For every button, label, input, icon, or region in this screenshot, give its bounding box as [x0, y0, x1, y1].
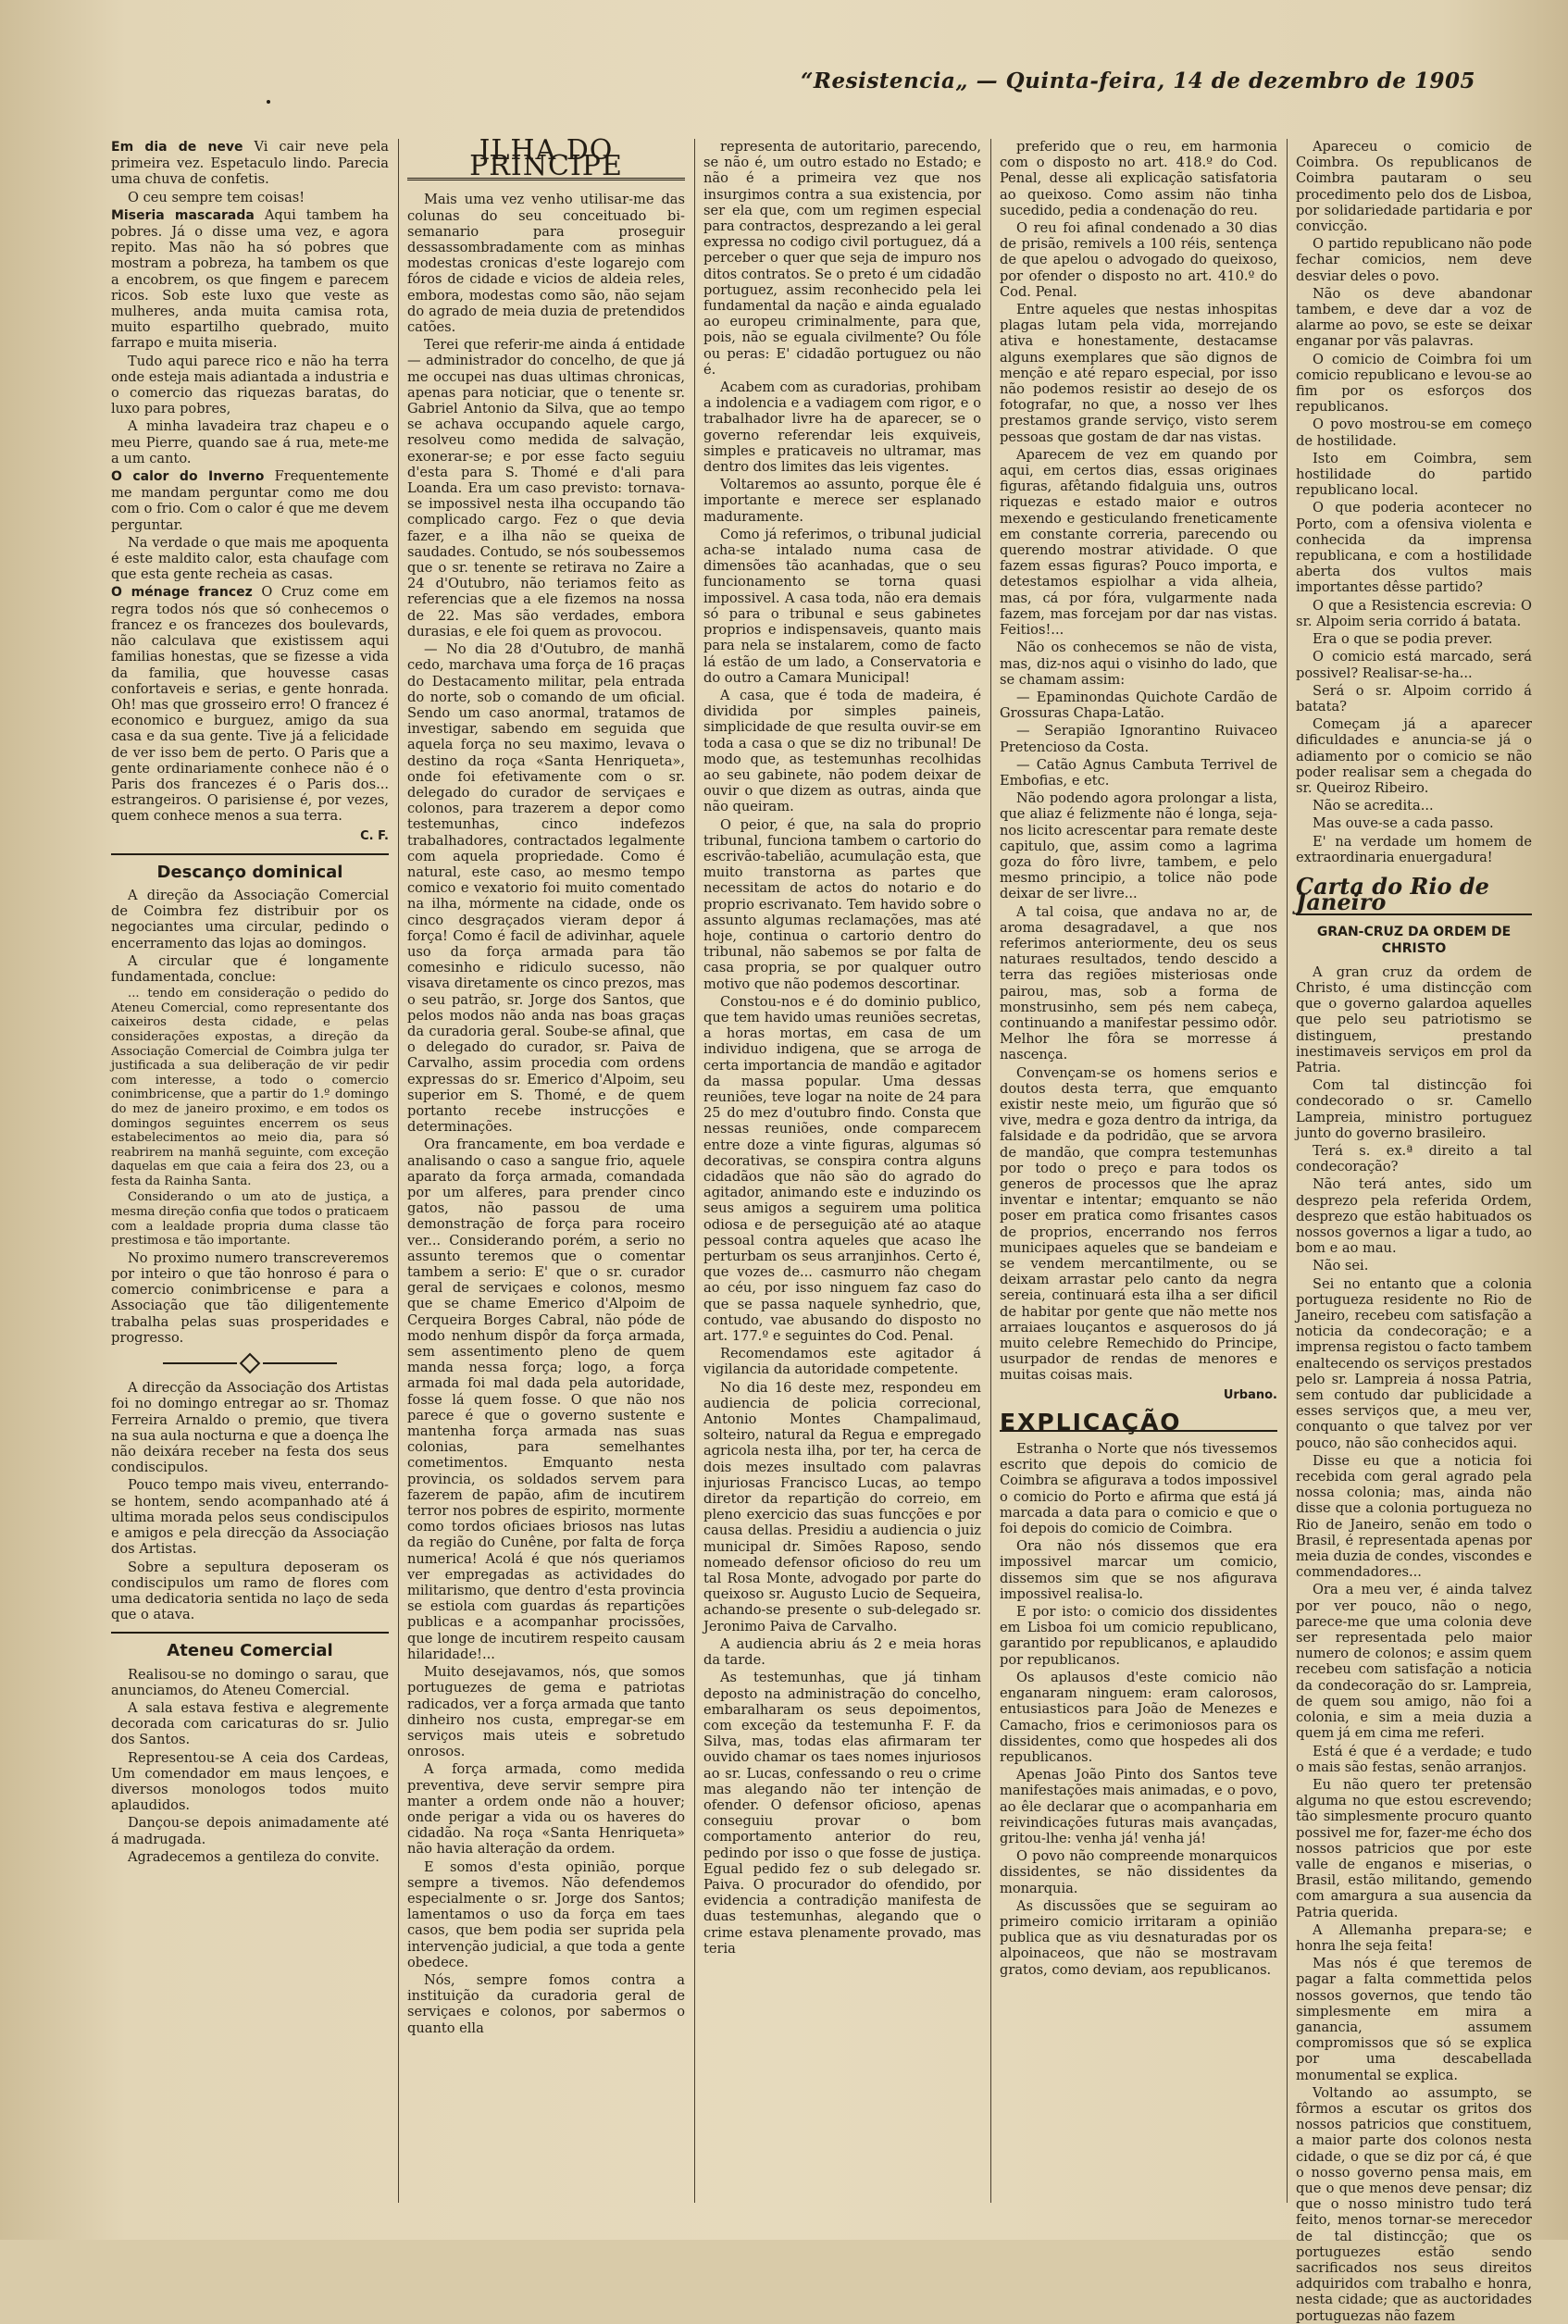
section-title: Ateneu Comercial [167, 1641, 333, 1661]
article-paragraph: Entre aqueles que nestas inhospitas plagas lutam pela vida, morrejando ativa e honestamente, destacamse alguns exemplares que são dignos de menção e até reparo especial, por isso não podemos resistir ao desejo de os fotografar, no que, a nosso ver lhes prestamos grande serviço, visto serem pessoas que gostam de dar nas vistas. [1000, 302, 1277, 445]
article-paragraph: Tudo aqui parece rico e não ha terra onde esteja mais adiantada a industria e o comercio das riquezas baratas, do luxo para pobres, [111, 353, 389, 417]
column-3 [703, 139, 981, 2203]
article-paragraph: Apareceu o comicio de Coimbra. Os republicanos de Coimbra pautaram o seu procedimento pelo dos de Lisboa, por solidariedade partidaria e por convicção. [1296, 139, 1532, 235]
article-paragraph: A gran cruz da ordem de Christo, é uma distincção com que o governo galardoa aquelles que pelo seu patriotismo se distinguem, prestando inestimaveis serviços em prol da Patria. [1296, 963, 1532, 1075]
runin-heading: O calor do Inverno [111, 469, 265, 485]
paragraph-text: Vi cair neve pela primeira vez. Espetaculo lindo. Parecia uma chuva de confetis. [111, 139, 390, 188]
signature: C. F. [360, 828, 389, 843]
article-paragraph: A direcção da Associação dos Artistas foi no domingo entregar ao sr. Thomaz Ferreira Arnaldo o premio, que tivera na sua aula nocturna e que a doença lhe não deixára receber na festa dos seus condiscipulos. [111, 1380, 389, 1476]
article-paragraph: Estranha o Norte que nós tivessemos escrito que depois do comicio de Coimbra se afigurava a todos impossivel o comicio do Porto e afirma que está já marcada a data para o comicio e que o foi depois do comicio de Coimbra. [1000, 1441, 1277, 1537]
article-paragraph: Não os conhecemos se não de vista, mas, diz-nos aqui o visinho do lado, que se chamam assim: [1000, 640, 1277, 688]
article-paragraph: Sobre a sepultura deposeram os condiscipulos um ramo de flores com uma dedicatoria sentida no laço de seda que o atava. [111, 1559, 389, 1623]
ornament-divider [111, 1355, 389, 1371]
article-paragraph: Pouco tempo mais viveu, enterrando-se hontem, sendo acompanhado até á ultima morada pelos seus condiscipulos e amigos e pela direcção da Associação dos Artistas. [111, 1477, 389, 1558]
article-paragraph: No dia 16 deste mez, respondeu em audiencia de policia correcional, Antonio Montes Champalimaud, solteiro, natural da Regua e empregado agricola nesta ilha, por ter, ha cerca de dois mezes insultado com palavras injuriosas Francisco Lucas, ao tempo diretor da repartição do correio, em pleno exercicio das suas funcções e por causa dellas. Presidiu a audiencia o juiz municipal dr. Simões Raposo, sendo nomeado defensor oficioso do reu um tal Rosa Monte, advogado por parte do queixoso sr. Augusto Lucio de Sequeira, achando-se presente o sub-delegado sr. Jeronimo Paiva de Carvalho. [703, 1379, 981, 1634]
article-paragraph: Eu não quero ter pretensão alguma no que estou escrevendo; tão simplesmente procuro quanto possivel me for, fazer-me écho dos nossos patricios que por este valle de enganos e miserias, o Brasil, estão militando, gemendo com amargura a sua ausencia da Patria querida. [1296, 1776, 1532, 1920]
article-paragraph: Terei que referir-me ainda á entidade — administrador do concelho, de que já me occupei nas duas ultimas chronicas, apenas para noticiar, que o tenente sr. Gabriel Antonio da Silva, que ao tempo se achava occupando aquele cargo, resolveu como medida de salvação, exonerar-se; e por esse facto seguiu d'esta para S. Thomé e d'ali para Loanda. Era um caso previsto: tornava-se impossivel nesta ilha occupando tão complicado cargo. Fez o que devia fazer, e a ilha não se queixa de saudades. Contudo, se nós soubessemos que o sr. tenente se retirava no Zaire a 24 d'Outubro, não teriamos feito as referencias que a ele fizemos na nossa de 22. Mas são verdades, embora durasias, e ele foi quem as provocou. [407, 337, 685, 640]
column-4 [1000, 139, 1277, 2203]
article-paragraph: Constou-nos e é do dominio publico, que tem havido umas reuniões secretas, a horas mortas, em casa de um individuo indigena, que se arroga de certa importancia de mandão e agitador da massa popular. Uma dessas reuniões, teve logar na noite de 24 para 25 do mez d'outubro findo. Consta que nessas reuniões, onde comparecem entre doze a vinte figuras, algumas só decorativas, se conspira contra alguns cidadãos que não são do agrado do agitador, animando este e induzindo os seus amigos a seguirem uma politica odiosa e de perseguição até ao ataque pessoal contra aqueles que acaso lhe perturbam os seus arranjinhos. Certo é, que vozes de... casmurro não chegam ao céu, por isso ninguem faz caso do que se passa naquele synhedrio, que, contudo, vae abusando do disposto no art. 177.º e seguintes do Cod. Penal. [703, 993, 981, 1345]
column-rule [398, 139, 399, 2203]
article-paragraph: Não podendo agora prolongar a lista, que aliaz é felizmente não é longa, seja-nos licito acrescentar para remate deste capitulo, que, assim como a lagrima goza do fôro livre, tambem, e pelo mesmo principio, a tolice não pode deixar de ser livre... [1000, 790, 1277, 902]
article-paragraph: E por isto: o comicio dos dissidentes em Lisboa foi um comicio republicano, garantido por republicanos, e aplaudido por republicanos. [1000, 1604, 1277, 1668]
article-paragraph: A circular que é longamente fundamentada, conclue: [111, 952, 389, 985]
article-paragraph: A Allemanha prepara-se; e honra lhe seja feita! [1296, 1921, 1532, 1954]
runin-heading: O ménage francez [111, 585, 253, 601]
article-paragraph: A minha lavadeira traz chapeu e o meu Pierre, quando sae á rua, mete-me a um canto. [111, 418, 389, 466]
article-paragraph: Será o sr. Alpoim corrido á batata? [1296, 682, 1532, 715]
article-paragraph: E' na verdade um homem de extraordinaria enuergadura! [1296, 833, 1532, 865]
article-paragraph: Nós, sempre fomos contra a instituição da curadoria geral de serviçaes e colonos, por sabermos o quanto ella [407, 1971, 685, 2036]
article-paragraph: Recomendamos este agitador á vigilancia da autoridade competente. [703, 1346, 981, 1378]
runin-heading: Miseria mascarada [111, 207, 255, 223]
article-paragraph: Não os deve abandonar tambem, e deve dar a voz de alarme ao povo, se este se deixar enganar por vãs palavras. [1296, 285, 1532, 350]
article-paragraph: Representou-se A ceia dos Cardeas, Um comendador em maus lençoes, e diversos monologos todos muito aplaudidos. [111, 1749, 389, 1814]
signature: Urbano. [1223, 1387, 1277, 1402]
article-paragraph: O comicio está marcado, será possivel? Realisar-se-ha... [1296, 649, 1532, 681]
article-paragraph: A força armada, como medida preventiva, deve servir sempre pira manter a ordem onde não a houver; onde perigar a vida ou os haveres do cidadão. Na roça «Santa Henriqueta» não havia alteração da ordem. [407, 1761, 685, 1858]
article-paragraph [111, 207, 389, 352]
divider [111, 853, 389, 855]
column-2 [407, 134, 685, 2203]
article-paragraph: A tal coisa, que andava no ar, de aroma desagradavel, a que nos referimos anteriormente, deu os seus naturaes resultados, tendo descido a terra das regiões misteriosas onde pairou, mas, sob a forma de monstrusinho, sem pés nem cabeça, continuando a manifestar pessimo odôr. Melhor lhe fôra se morresse á nascença. [1000, 903, 1277, 1063]
article-paragraph: representa de autoritario, parecendo, se não é, um outro estado no Estado; e não é a primeira vez que nos insurgimos contra a sua existencia, por ser ela que, com um regimen especial para contractos, desprezando a lei geral expressa no codigo civil portuguez, dá a perceber o quer que seja de impuro nos ditos contratos. Se o preto é um cidadão portuguez, assim reconhecido pela lei fundamental da nação e ainda egualado ao europeu criminalmente, para que, pois, não se eguala civilmente? Ou fóle ou peras: E' cidadão portuguez ou não é. [703, 139, 981, 378]
article-paragraph: O que a Resistencia escrevia: O sr. Alpoim seria corrido á batata. [1296, 597, 1532, 629]
article-paragraph: Ora não nós dissemos que era impossivel marcar um comicio, dissemos sim que se nos afigurava impossivel realisa-lo. [1000, 1538, 1277, 1602]
article-paragraph: Acabem com as curadorias, prohibam a indolencia e a vadiagem com rigor, e o trabalhador livre ha de aparecer, se o governo referendar leis exquiveis, simples e praticaveis no ultramar, mas dentro dos limites das leis vigentes. [703, 379, 981, 476]
column-rule [1287, 139, 1288, 2203]
section-title: Carta do Rio de Janeiro [1296, 878, 1532, 915]
article-paragraph: Isto em Coimbra, sem hostilidade do partido republicano local. [1296, 450, 1532, 499]
paragraph-text: Frequentemente me mandam perguntar como me dou com o frio. Com o calor é que me devem perguntar. [111, 468, 389, 533]
article-paragraph: A audiencia abriu ás 2 e meia horas da tarde. [703, 1635, 981, 1669]
article-paragraph: Está é que é a verdade; e tudo o mais são festas, senão arranjos. [1296, 1743, 1532, 1775]
article-paragraph: Como já referimos, o tribunal judicial acha-se intalado numa casa de dimensões tão acanhadas, que o seu funcionamento se torna quasi impossivel. A casa toda, não era demais só para o tribunal e seus gabinetes proprios e indispensaveis, quanto mais para nela se instalarem, como de facto lá estão de um lado, a Conservatoria e do outro a Camara Municipal! [703, 526, 981, 686]
list-item: — Serapião Ignorantino Ruivaceo Pretencioso da Costa. [1000, 723, 1277, 755]
article-paragraph: As testemunhas, que já tinham deposto na administração do concelho, embaralharam os seus depoimentos, com exceção da testemunha F. F. da Silva, mas, todas elas afirmaram ter ouvido chamar os taes nomes injuriosos ao sr. Lucas, confessando o reu o crime mas alegando não ter intenção de ofender. O defensor oficioso, apenas conseguiu provar o bom comportamento anterior do reu, pedindo por isso o que fosse de justiça. Egual pedido fez o sub delegado sr. Paiva. O procurador do ofendido, por evidencia a contradição manifesta de duas testemunhas, alegando que o crime estava plenamente provado, mas teria [703, 1670, 981, 1957]
article-paragraph: Os aplausos d'este comicio não enganaram ninguem: eram calorosos, entusiasticos para João de Menezes e Camacho, frios e cerimoniosos para os dissidentes, como que hospedes ali dos republicanos. [1000, 1669, 1277, 1765]
article-paragraph: O partido republicano não pode fechar comicios, nem deve desviar deles o povo. [1296, 236, 1532, 284]
article-paragraph: Ora francamente, em boa verdade e analisando o caso a sangue frio, aquele aparato da força armada, comandada por um alferes, para prender cinco gatos, não passou de uma demonstração de força para roceiro ver... Considerando porém, a serio no assunto teremos que o comentar tambem a serio: E' que o sr. curador geral de serviçaes e colonos, mesmo que se chame Emerico d'Alpoim de Cerqueira Borges Cabral, não póde de modo nenhum dispôr da força armada, sem assentimento pleno de quem manda nessa força; logo, a força armada foi mal dada pela autoridade, fosse lá quem fosse. O que não nos parece é que o governo sustente e mantenha força armada nas suas colonias, para semelhantes cometimentos. Emquanto nesta provincia, os soldados servem para fazerem de papão, afim de incutirem terror nos pobres de espirito, mormente como tordos oficiaes briosos nas lutas da região do Cunêne, por falta de força numerica! Acolá é que nós queriamos ver empregadas as actividades do militarismo, que dentro d'esta provincia se estiola com guardas ás repartições publicas e a acompanhar procissões, que longe de incutirem respeito causam hilaridade!... [407, 1137, 685, 1662]
article-paragraph: O peior, é que, na sala do proprio tribunal, funciona tambem o cartorio do escrivão-tabelião, acumulação esta, que muito transtorna as partes que necessitam de actos do notario e do proprio escrivanato. Tem havido sobre o assunto algumas reclamações, mas até hoje, continua o cartorio dentro do tribunal, não sabemos se por falta de casa propria, se por qualquer outro motivo que não podemos descortinar. [703, 816, 981, 992]
article-paragraph: Com tal distincção foi condecorado o sr. Camello Lampreia, ministro portuguez junto do governo brasileiro. [1296, 1077, 1532, 1141]
paragraph-text: Aqui tambem ha pobres. Já o disse uma vez, e agora repito. Mas não ha só pobres que mostram a pobreza, ha tambem os que a encobrem, os que fingem e parecem ricos. Sob este luxo que veste as mulheres, anda muita camisa rota, muito espartilho quebrado, muito farrapo e muita miseria. [111, 206, 389, 352]
article-paragraph: As discussões que se seguiram ao primeiro comicio irritaram a opinião publica que as viu desnaturadas por os alpoinaceos, que não se mostravam gratos, como deviam, aos republicanos. [1000, 1897, 1277, 1978]
list-item: — Epaminondas Quichote Cardão de Grossuras Chapa-Latão. [1000, 689, 1277, 722]
article-paragraph: O povo não compreende monarquicos dissidentes, se não dissidentes da monarquia. [1000, 1848, 1277, 1896]
article-paragraph: Terá s. ex.ª direito a tal condecoração? [1296, 1142, 1532, 1175]
article-paragraph: O ceu sempre tem coisas! [128, 189, 305, 205]
section-title: EXPLICAÇÃO [1000, 1414, 1277, 1432]
article-paragraph: Na verdade o que mais me apoquenta é este maldito calor, esta chaufage com que esta gente recheia as casas. [111, 534, 389, 583]
article-paragraph: Realisou-se no domingo o sarau, que anunciamos, do Ateneu Comercial. [111, 1666, 389, 1698]
column-5 [1296, 139, 1532, 2324]
article-paragraph: Mas ouve-se a cada passo. [1313, 815, 1494, 832]
running-head: “Resistencia„ — Quinta-feira, 14 de dezembro de 1905 [801, 68, 1475, 93]
runin-heading: Em dia de neve [111, 140, 243, 155]
article-paragraph: Não terá antes, sido um desprezo pela referida Ordem, desprezo que estão habituados os nossos governos a ligar a tudo, ao bom e ao mau. [1296, 1176, 1532, 1257]
article-paragraph: Sei no entanto que a colonia portugueza residente no Rio de Janeiro, recebeu com satisfação a noticia da condecoração; e a imprensa registou o facto tambem enaltecendo os serviços prestados pelo sr. Lampreia á nossa Patria, sem contudo dar publicidade a esses serviços que, a meu ver, conquanto o que talvez por ver pouco, não são conhecidos aqui. [1296, 1275, 1532, 1451]
quoted-paragraph: Considerando o um ato de justiça, a mesma direção confia que todos o praticaem com a lealdade propria duma classe tão prestimosa e tão importante. [111, 1190, 389, 1249]
article-paragraph: Disse eu que a noticia foi recebida com geral agrado pela nossa colonia; mas, ainda não disse que a colonia portugueza no Rio de Janeiro, senão em todo o Brasil, é representada apenas por meia duzia de condes, viscondes e commendadores... [1296, 1452, 1532, 1581]
ink-dot [267, 100, 270, 104]
quoted-paragraph: ... tendo em consideração o pedido do Ateneu Comercial, como representante dos caixeiros desta cidade, e pelas considerações expostas, a direção da Associação Comercial de Coimbra julga ter justificada a sua deliberação de vir pedir com interesse, a todo o comercio conimbricense, que a partir do 1.º domingo do mez de janeiro proximo, e em todos os domingos seguintes encerrem os seus estabelecimentos ao meio dia, para só reabrirem na manhã seguinte, com exceção daquelas em que caia a feira dos 23, ou a festa da Rainha Santa. [111, 987, 389, 1188]
article-paragraph: Voltando ao assumpto, se fôrmos a escutar os gritos dos nossos patricios que constituem, a maior parte dos colonos nesta cidade, o que se diz por cá, é que o nosso governo pensa mais, em que o que menos deve pensar; diz que o nosso ministro tudo terá feito, menos tornar-se merecedor de tal distincção; que os portuguezes estão sendo sacrificados nos seus direitos adquiridos com trabalho e honra, nesta cidade; que as auctoridades portuguezas não fazem [1296, 2084, 1532, 2324]
subheading: GRAN-CRUZ DA ORDEM DE CHRISTO [1316, 925, 1512, 956]
column-1 [111, 139, 389, 2203]
article-paragraph: Ora a meu ver, é ainda talvez por ver pouco, não o nego, parece-me que uma colonia deve ser representada pelo maior numero de colonos; e assim quem recebeu com satisfação a noticia da condecoração do sr. Lampreia, de quem sou amigo, não foi a colonia, e sim a meia duzia a quem já em cima me referi. [1296, 1582, 1532, 1742]
article-paragraph: E somos d'esta opinião, porque sempre a tivemos. Não defendemos especialmente o sr. Jorge dos Santos; lamentamos o uso da força em taes casos, que bem podia ser suprida pela intervenção judicial, a que toda a gente obedece. [407, 1858, 685, 1970]
article-paragraph: No proximo numero transcreveremos por inteiro o que tão honroso é para o comercio conimbricense e para a Associação que tão diligentemente trabalha pelas suas prosperidades e progresso. [111, 1249, 389, 1346]
column-rule [694, 139, 695, 2203]
article-paragraph: A direção da Associação Comercial de Coimbra fez distribuir por os negociantes uma circular, pedindo o encerramento das lojas ao domingos. [111, 887, 389, 951]
article-paragraph: Dançou-se depois animadamente até á madrugada. [111, 1815, 389, 1847]
divider [111, 1632, 389, 1634]
article-paragraph: Começam já a aparecer dificuldades e anuncia-se já o adiamento por o comicio se não poder realisar sem a chegada do sr. Queiroz Ribeiro. [1296, 716, 1532, 796]
article-paragraph: Era o que se podia prever. [1313, 631, 1493, 648]
article-paragraph [111, 584, 389, 824]
columns [111, 134, 1537, 2324]
article-paragraph: — No dia 28 d'Outubro, de manhã cedo, marchava uma força de 16 praças do Destacamento militar, pela entrada do norte, sob o comando de um oficial. Sendo um caso anormal, tratamos de investigar, sabendo em seguida que aquela força no seu maximo, levava o destino da roça «Santa Henriqueta», onde foi efetivamente com o sr. delegado do curador de serviçaes e colonos, para trazerem a depor como testemunhas, cinco indefezos trabalhadores, contractados legalmente com aquela propriedade. Como é natural, este caso, ao mesmo tempo comico e vexatorio foi muito comentado na ilha, mórmente na cidade, onde os cinco desgraçados vieram depor á força! Como é facil de adivinhar, aquele uso da força armada para tão comesinho e ridiculo sucesso, não visava diretamente os cinco prezos, mas o seu patrão, sr. Jorge dos Santos, que pelos modos não anda nas boas graças da curadoria geral. Soube-se afinal, que o delegado do curador, sr. Paiva de Carvalho, assim procedia com ordens expressas do sr. Emerico d'Alpoim, seu superior em S. Thomé, e de quem portanto recebe instrucções e determinações. [407, 641, 685, 1136]
article-paragraph: Mas nós é que teremos de pagar a falta commettida pelos nossos governos, que tendo tão simplesmente em mira a ganancia, assumem compromissos que só se explica por uma descabellada monumental se explica. [1296, 1956, 1532, 2083]
article-paragraph: O reu foi afinal condenado a 30 dias de prisão, remivels a 100 réis, sentença de que apelou o advogado do queixoso, por ofender o disposto no art. 410.º do Cod. Penal. [1000, 220, 1277, 300]
article-paragraph: O que poderia acontecer no Porto, com a ofensiva violenta e conhecida da imprensa republicana, e com a hostilidade aberta dos vultos mais importantes dêsse partido? [1296, 500, 1532, 596]
article-paragraph: Não sei. [1313, 1258, 1369, 1274]
article-paragraph: preferido que o reu, em harmonia com o disposto no art. 418.º do Cod. Penal, desse ali explicação satisfatoria ao queixoso. Como assim não tinha sucedido, pedia a condenação do reu. [1000, 139, 1277, 218]
column-rule [990, 139, 991, 2203]
article-paragraph: Aparecem de vez em quando por aqui, em certos dias, essas originaes figuras, afêtando fidalguia uns, outros riquezas e estado maior e outros mexendo e gesticulando freneticamente em constante correria, parecendo ou querendo mostrar atividade. O que fazem essas figuras? Pouco importa, e detestamos espiolhar a vida alheia, mas, cá por fóra, vulgarmente nada fazem, mas forcejam por dar nas vistas. Feitios!... [1000, 446, 1277, 639]
paragraph-text: O Cruz come em regra todos nós que só conhecemos o francez e os francezes dos boulevards, não calculava que existissem aqui familias honestas, que se fizesse a vida da familia, que houvesse casas confortaveis e serias, e gente honrada. Oh! mas que grosseiro erro! O francez é economico e burguez, amigo da sua casa e da sua gente. Tive já a felicidade de ver isso bem de perto. O Paris que a gente ordinariamente conhece não é o Paris dos francezes é o Paris dos... estrangeiros. O parisiense é, por vezes, quem conhece menos a sua terra. [111, 584, 390, 825]
article-paragraph [111, 468, 389, 533]
article-paragraph: Voltaremos ao assunto, porque êle é importante e merece ser esplanado maduramente. [703, 477, 981, 525]
article-paragraph: O comicio de Coimbra foi um comicio republicano e levou-se ao fim por os esforços dos republicanos. [1296, 351, 1532, 416]
article-paragraph [111, 139, 389, 188]
article-paragraph: Agradecemos a gentileza do convite. [128, 1848, 380, 1865]
article-title: ILHA DO PRINCIPE [407, 143, 685, 180]
article-paragraph: Convençam-se os homens serios e doutos desta terra, que emquanto existir neste meio, um figurão que só vive, medra e goza dentro da intriga, da falsidade e da podridão, que se arvora de mandão, que compra testemunhas por todo o preço e para todos os generos de processos que lhe apraz inventar e intentar; emquanto se não poser em pratica como frisantes casos de proprios, encerrando nos ferros municipaes aqueles que se bandeiam e se vendem mercantilmente, ou se deixam arrastar pelo canto da negra sereia, continuará esta ilha a ser dificil de habitar por gente que não mette nos arraiaes louçantos e asquerosos do já muito celebre Remechido do Principe, usurpador de rendas de menores e muitas coisas mais. [1000, 1064, 1277, 1384]
list-item: — Catão Agnus Cambuta Terrivel de Embofias, e etc. [1000, 756, 1277, 789]
article-paragraph: Apenas João Pinto dos Santos teve manifestações mais animadas, e o povo, ao êle declarar que o acompanharia em reivindicações futuras mais avançadas, gritou-lhe: venha já! venha já! [1000, 1767, 1277, 1846]
article-paragraph: A sala estava festiva e alegremente decorada com caricaturas do sr. Julio dos Santos. [111, 1699, 389, 1748]
article-paragraph: Mais uma vez venho utilisar-me das colunas do seu conceituado bi-semanario para proseguir dessassombradamente com as minhas modestas cronicas d'este logarejo com fóros de cidade e vicios de aldeia reles, embora, modestas como são, não sejam do agrado de meia duzia de pretendidos catões. [407, 192, 685, 336]
article-paragraph: Muito desejavamos, nós, que somos portuguezes de gema e patriotas radicados, ver a força armada que tanto dinheiro nos custa, empregar-se em serviços mais uteis e sobretudo onrosos. [407, 1664, 685, 1760]
article-paragraph: Não se acredita... [1313, 798, 1434, 814]
article-paragraph: A casa, que é toda de madeira, é dividida por simples paineis, simplicidade de que resulta ouvir-se em toda a casa o que se diz no tribunal! De modo que, as testemunhas recolhidas ao seu gabinete, não podem deixar de ouvir o que dizem as outras, ainda que não queiram. [703, 687, 981, 815]
section-title: Descanço dominical [156, 862, 343, 882]
article-paragraph: O povo mostrou-se em começo de hostilidade. [1296, 416, 1532, 449]
